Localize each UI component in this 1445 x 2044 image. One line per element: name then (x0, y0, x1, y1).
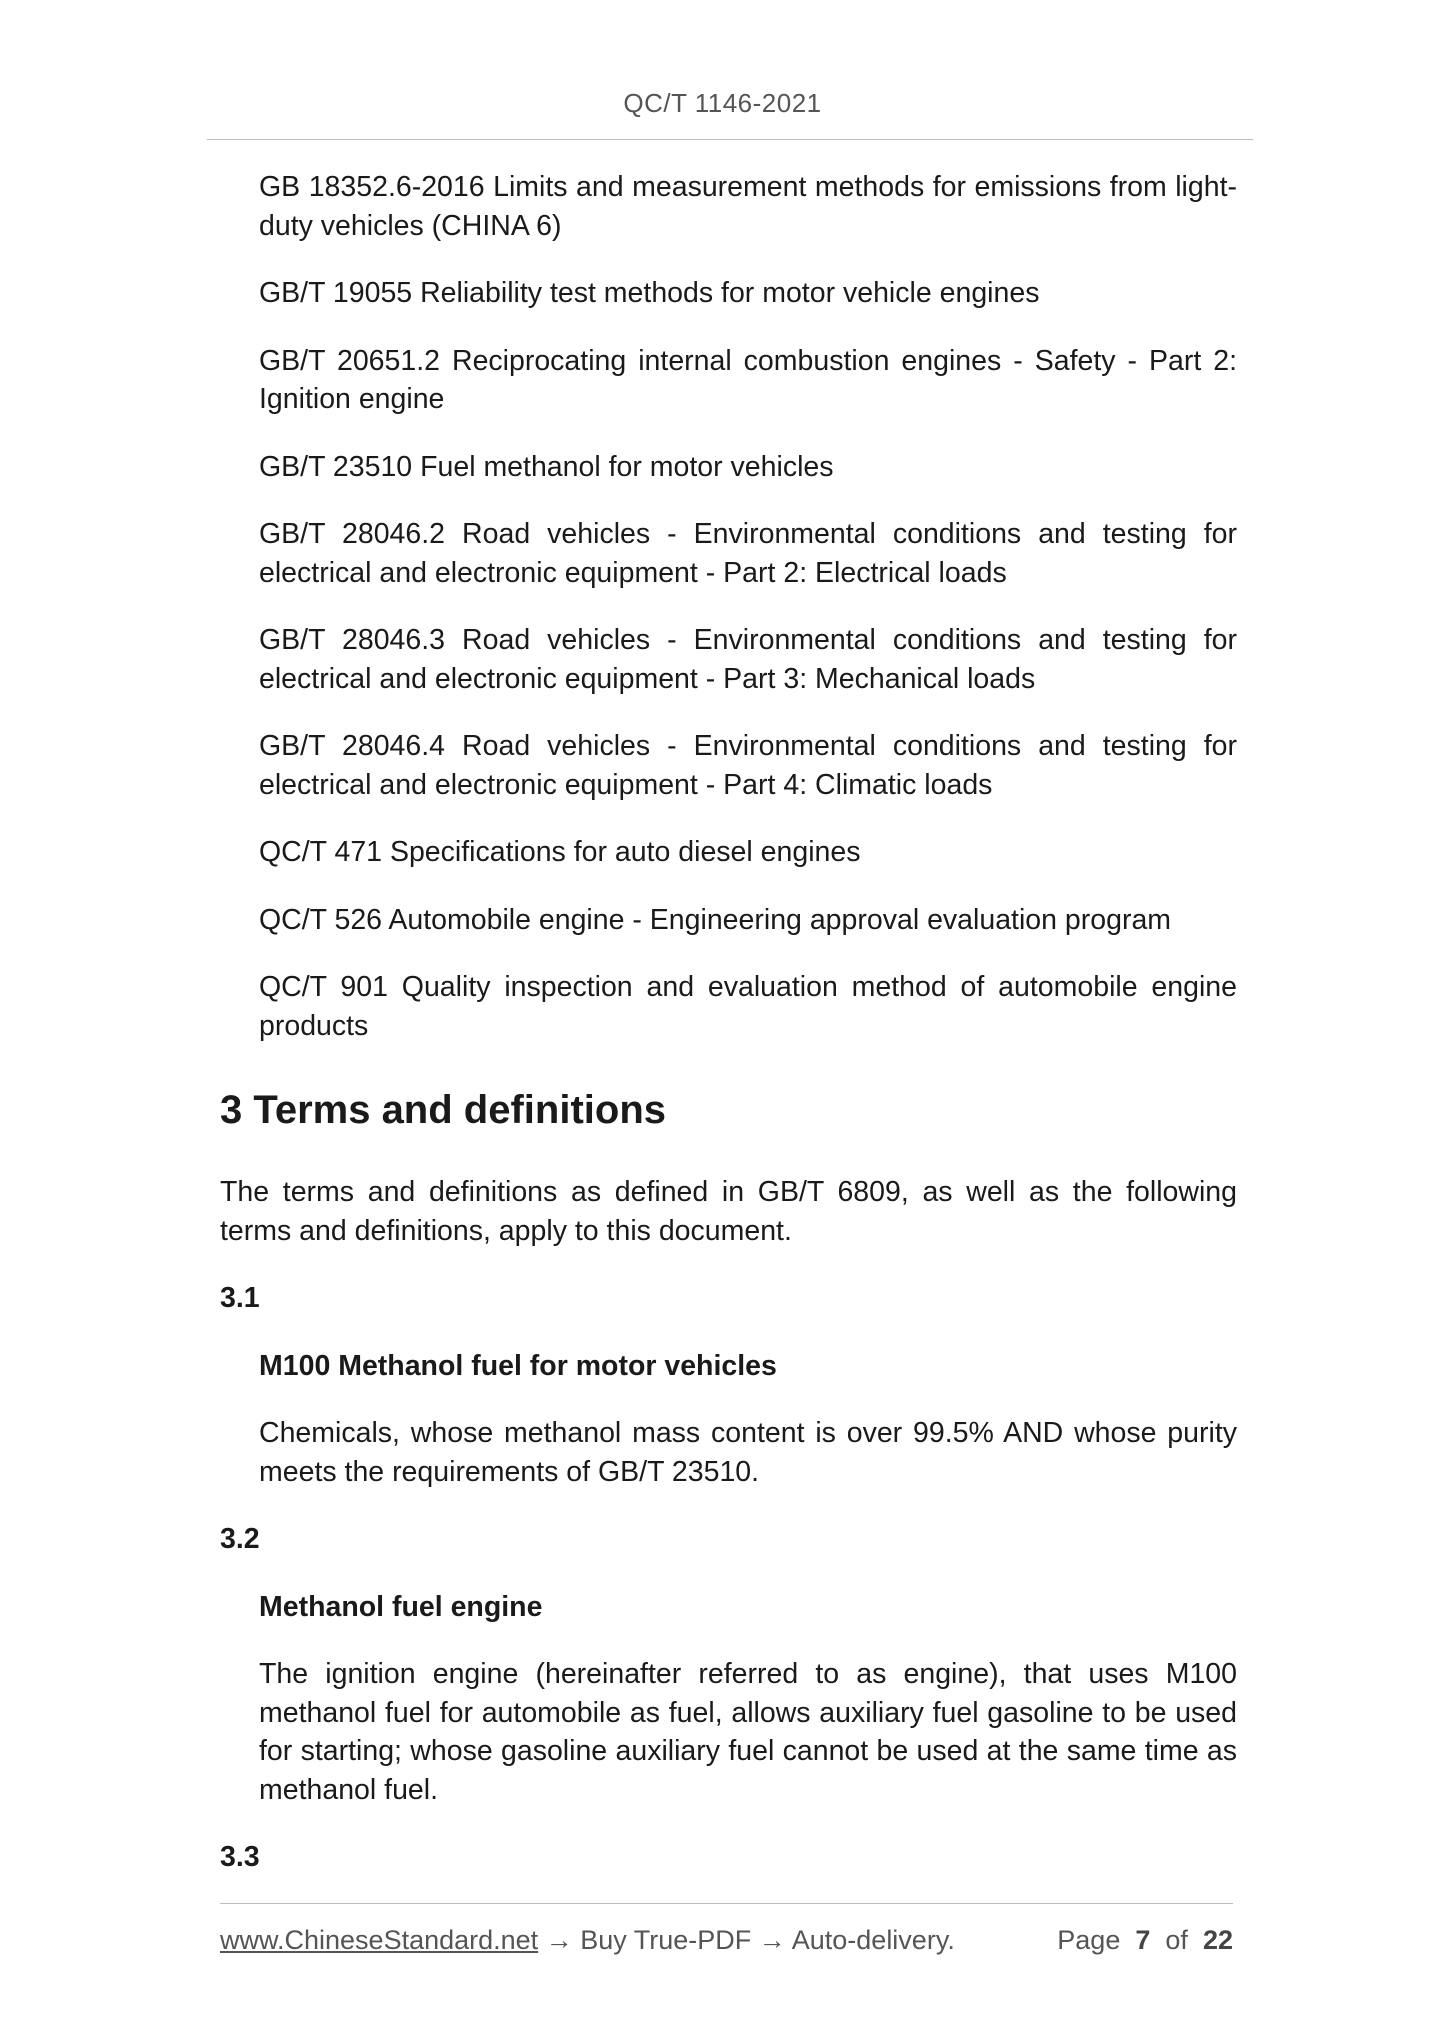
footer-promo (220, 1922, 955, 1958)
website-link[interactable]: www.ChineseStandard.net (220, 1925, 539, 1955)
document-header-title: QC/T 1146-2021 (623, 88, 822, 118)
reference-item: GB/T 19055 Reliability test methods for motor vehicle engines (259, 277, 1040, 309)
reference-item: GB/T 28046.4 Road vehicles - Environmental conditions and testing for electrical and electronic equipment - Part 4: Climatic loads (259, 730, 1237, 801)
normative-references-list (220, 168, 1237, 1045)
document-body (220, 168, 1237, 1906)
term-definition: The ignition engine (hereinafter referred to as engine), that uses M100 methanol fuel for automobile as fuel, allows auxiliary fuel gasoline to be used for starting; whose gasoline auxiliary fuel cannot be used at the same time as methanol fuel. (259, 1658, 1237, 1806)
reference-item: QC/T 471 Specifications for auto diesel engines (259, 836, 861, 868)
reference-item: GB/T 20651.2 Reciprocating internal combustion engines - Safety - Part 2: Ignition engine (259, 344, 1237, 415)
reference-item: GB 18352.6-2016 Limits and measurement methods for emissions from light-duty vehicles (CHINA 6) (259, 171, 1237, 242)
section-intro: The terms and definitions as defined in GB/T 6809, as well as the following terms and definitions, apply to this document. (220, 1176, 1237, 1247)
reference-item: QC/T 526 Automobile engine - Engineering approval evaluation program (259, 903, 1172, 936)
term-title: M100 Methanol fuel for motor vehicles (259, 1349, 777, 1382)
page-indicator (1057, 1922, 1233, 1958)
page-current: 7 (1135, 1925, 1151, 1955)
clause-number: 3.2 (220, 1523, 260, 1555)
reference-item: GB/T 23510 Fuel methanol for motor vehicles (259, 450, 834, 483)
clause-number: 3.1 (220, 1282, 260, 1314)
term-title: Methanol fuel engine (259, 1590, 543, 1623)
clause-3-1 (220, 1279, 1237, 1491)
term-definition: Chemicals, whose methanol mass content is over 99.5% AND whose purity meets the requirements of GB/T 23510. (259, 1417, 1237, 1488)
header-divider (207, 139, 1253, 140)
footer-tagline: → Buy True-PDF → Auto-delivery. (538, 1925, 955, 1955)
page-label: Page (1057, 1925, 1121, 1955)
reference-item: GB/T 28046.3 Road vehicles - Environmental conditions and testing for electrical and electronic equipment - Part 3: Mechanical loads (259, 624, 1237, 695)
section-heading: 3 Terms and definitions (220, 1088, 666, 1132)
reference-item: QC/T 901 Quality inspection and evaluation method of automobile engine products (259, 971, 1237, 1042)
footer-divider (220, 1903, 1233, 1904)
page-total: 22 (1202, 1925, 1233, 1955)
reference-item: GB/T 28046.2 Road vehicles - Environmental conditions and testing for electrical and electronic equipment - Part 2: Electrical loads (259, 518, 1237, 589)
clause-number: 3.3 (220, 1841, 260, 1873)
page-of-label: of (1165, 1925, 1188, 1955)
clause-3-3 (220, 1838, 1237, 1877)
clause-3-2 (220, 1520, 1237, 1809)
